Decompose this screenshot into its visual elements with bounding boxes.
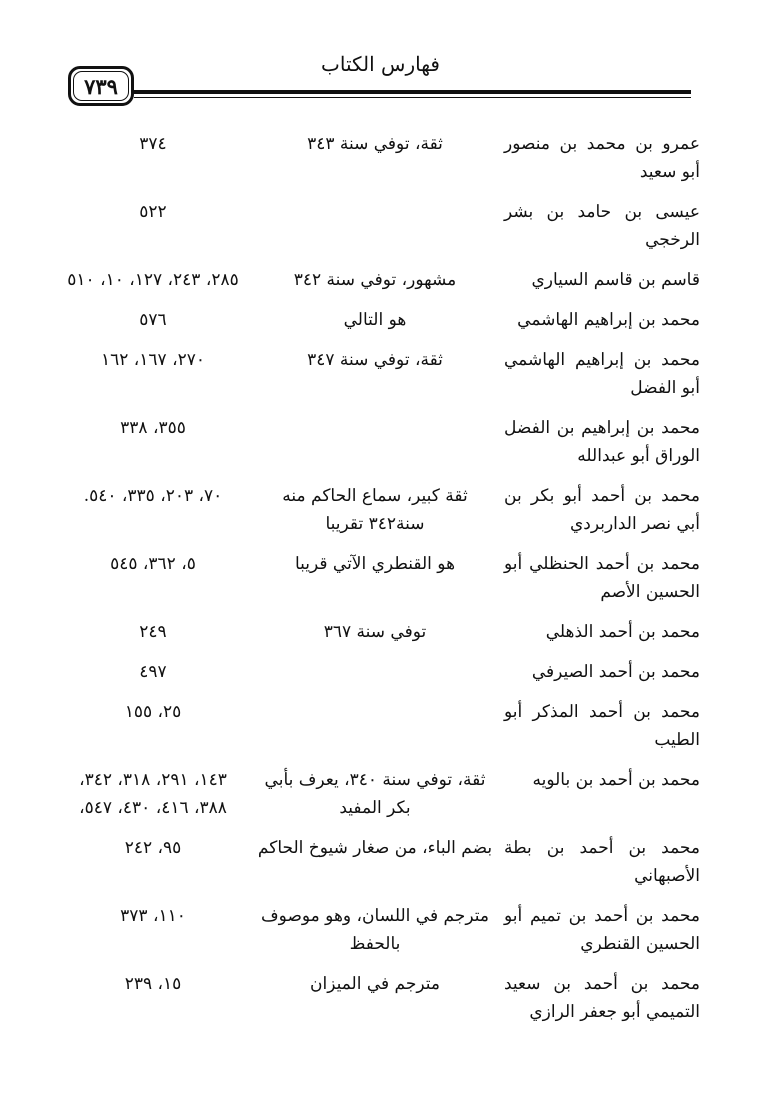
index-entry bbox=[60, 618, 700, 646]
page-references: ٢٤٩ bbox=[139, 622, 167, 642]
index-entry bbox=[60, 266, 700, 294]
index-entry bbox=[60, 766, 700, 822]
index-table bbox=[60, 130, 700, 1038]
narrator-name: عيسى بن حامد بن بشر الرخجي bbox=[504, 202, 700, 250]
index-entry bbox=[60, 482, 700, 538]
narrator-name: قاسم بن قاسم السياري bbox=[531, 270, 700, 290]
index-entry bbox=[60, 550, 700, 606]
narrator-name: محمد بن إبراهيم الهاشمي bbox=[517, 310, 700, 330]
narrator-note: مشهور، توفي سنة ٣٤٢ bbox=[293, 270, 457, 290]
page-references: ٢٥، ١٥٥ bbox=[124, 702, 182, 722]
index-entry bbox=[60, 698, 700, 754]
index-entry bbox=[60, 306, 700, 334]
narrator-name: محمد بن أحمد بن بطة الأصبهاني bbox=[504, 838, 700, 886]
narrator-note: مترجم في اللسان، وهو موصوف بالحفظ bbox=[261, 906, 489, 954]
narrator-note: بضم الباء، من صغار شيوخ الحاكم bbox=[257, 838, 493, 858]
narrator-name: محمد بن أحمد بن سعيد التميمي أبو جعفر الرازي bbox=[504, 974, 700, 1022]
narrator-name: محمد بن أحمد المذكر أبو الطيب bbox=[504, 702, 700, 750]
narrator-name: محمد بن إبراهيم الهاشمي أبو الفضل bbox=[504, 350, 700, 398]
narrator-name: محمد بن أحمد بن بالويه bbox=[532, 770, 700, 790]
narrator-note: ثقة، توفي سنة ٣٤٣ bbox=[307, 134, 443, 154]
index-entry bbox=[60, 902, 700, 958]
index-entry bbox=[60, 130, 700, 186]
page-number: ٧٣٩ bbox=[68, 66, 134, 106]
narrator-note bbox=[246, 414, 504, 470]
page-references: ١٤٣، ٢٩١، ٣١٨، ٣٤٢، ٣٨٨، ٤١٦، ٤٣٠، ٥٤٧، bbox=[79, 770, 227, 818]
running-header-title: فهارس الكتاب bbox=[321, 52, 440, 76]
index-entry bbox=[60, 198, 700, 254]
narrator-note bbox=[246, 198, 504, 254]
page-references: ١١٠، ٣٧٣ bbox=[120, 906, 186, 926]
header-rule bbox=[134, 90, 691, 94]
narrator-name: محمد بن أحمد الصيرفي bbox=[531, 662, 700, 682]
narrator-note: ثقة، توفي سنة ٣٤٠، يعرف بأبي بكر المفيد bbox=[264, 770, 486, 818]
page-references: ٥، ٣٦٢، ٥٤٥ bbox=[110, 554, 196, 574]
narrator-note bbox=[246, 658, 504, 686]
page-references: ٢٧٠، ١٦٧، ١٦٢ bbox=[101, 350, 205, 370]
page-references: ٤٩٧ bbox=[139, 662, 167, 682]
header-rule-thin bbox=[134, 97, 691, 98]
narrator-note bbox=[246, 698, 504, 754]
narrator-name: محمد بن أحمد أبو بكر بن أبي نصر الداربردي bbox=[504, 486, 700, 534]
index-entry bbox=[60, 834, 700, 890]
narrator-name: محمد بن أحمد بن تميم أبو الحسين القنطري bbox=[504, 906, 700, 954]
narrator-note: توفي سنة ٣٦٧ bbox=[323, 622, 427, 642]
index-entry bbox=[60, 414, 700, 470]
narrator-note: هو التالي bbox=[343, 310, 407, 330]
narrator-name: عمرو بن محمد بن منصور أبو سعيد bbox=[504, 134, 700, 182]
page-references: ٢٨٥، ٢٤٣، ١٢٧، ١٠، ٥١٠ bbox=[67, 270, 239, 290]
narrator-note: ثقة كبير، سماع الحاكم منه سنة٣٤٢ تقريبا bbox=[282, 486, 468, 534]
page-references: ٣٥٥، ٣٣٨ bbox=[120, 418, 186, 438]
narrator-note: هو القنطري الآتي قريبا bbox=[294, 554, 456, 574]
page-references: ٧٠، ٢٠٣، ٣٣٥، ٥٤٠. bbox=[83, 486, 223, 506]
narrator-name: محمد بن أحمد الحنظلي أبو الحسين الأصم bbox=[504, 554, 700, 602]
page-references: ٥٢٢ bbox=[139, 202, 167, 222]
index-entry bbox=[60, 346, 700, 402]
narrator-note: مترجم في الميزان bbox=[310, 974, 440, 994]
page-references: ٣٧٤ bbox=[139, 134, 167, 154]
page-references: ٩٥، ٢٤٢ bbox=[124, 838, 182, 858]
page-references: ١٥، ٢٣٩ bbox=[124, 974, 182, 994]
index-entry bbox=[60, 658, 700, 686]
narrator-note: ثقة، توفي سنة ٣٤٧ bbox=[307, 350, 443, 370]
narrator-name: محمد بن أحمد الذهلي bbox=[545, 622, 700, 642]
narrator-name: محمد بن إبراهيم بن الفضل الوراق أبو عبدالله bbox=[504, 418, 700, 466]
page-references: ٥٧٦ bbox=[139, 310, 167, 330]
index-entry bbox=[60, 970, 700, 1026]
